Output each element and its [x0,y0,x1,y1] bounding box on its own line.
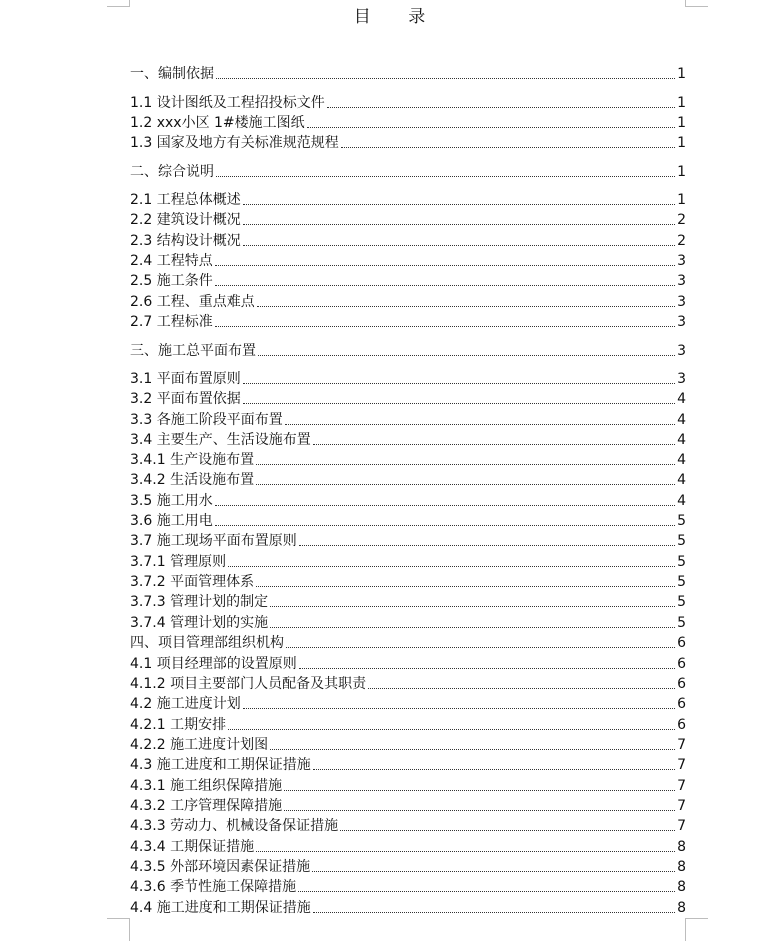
toc-entry-page-number: 8 [677,839,686,855]
toc-entry-page-number: 1 [677,66,686,82]
toc-entry-label: 1.1 设计图纸及工程招投标文件 [130,95,325,111]
toc-entry[interactable] [130,62,686,82]
toc-entry-label: 2.5 施工条件 [130,273,213,289]
toc-dot-leader [312,870,675,872]
toc-entry[interactable] [130,489,686,509]
toc-entry-label: 3.7.1 管理原则 [130,554,227,570]
toc-entry[interactable] [130,855,686,875]
toc-entry-label: 三、施工总平面布置 [130,343,256,359]
toc-dot-leader [216,77,675,79]
toc-entry-page-number: 7 [677,757,686,773]
toc-entry-label: 2.3 结构设计概况 [130,233,241,249]
toc-entry[interactable] [130,208,686,228]
toc-entry[interactable] [130,408,686,428]
toc-dot-leader [243,203,675,205]
toc-entry[interactable] [130,875,686,895]
toc-entry-page-number: 8 [677,859,686,875]
toc-entry-page-number: 4 [677,432,686,448]
toc-dot-leader [313,768,675,770]
toc-entry[interactable] [130,448,686,468]
toc-dot-leader [341,146,675,148]
toc-dot-leader [284,789,675,791]
toc-entry[interactable] [130,111,686,131]
toc-entry-page-number: 4 [677,472,686,488]
toc-dot-leader [258,354,675,356]
toc-entry-page-number: 3 [677,314,686,330]
toc-entry-page-number: 7 [677,778,686,794]
toc-entry-page-number: 5 [677,615,686,631]
toc-entry-label: 4.1.2 项目主要部门人员配备及其职责 [130,676,367,692]
toc-entry-label: 4.2.1 工期安排 [130,717,227,733]
toc-entry[interactable] [130,131,686,151]
toc-entry[interactable] [130,550,686,570]
toc-dot-leader [215,504,675,506]
toc-entry-label: 3.7.4 管理计划的实施 [130,615,269,631]
toc-entry[interactable] [130,290,686,310]
toc-entry[interactable] [130,269,686,289]
toc-entry-label: 4.3.5 外部环境因素保证措施 [130,859,311,875]
toc-dot-leader [313,911,675,913]
toc-dot-leader [307,126,675,128]
toc-entry-page-number: 3 [677,371,686,387]
toc-entry-label: 4.3.4 工期保证措施 [130,839,255,855]
toc-entry-label: 3.7 施工现场平面布置原则 [130,533,297,549]
toc-dot-leader [286,646,675,648]
toc-dot-leader [243,223,675,225]
toc-dot-leader [285,423,675,425]
toc-entry-label: 3.3 各施工阶段平面布置 [130,412,283,428]
toc-entry-page-number: 8 [677,879,686,895]
toc-entry-label: 4.2.2 施工进度计划图 [130,737,269,753]
toc-dot-leader [256,585,675,587]
toc-dot-leader [340,829,675,831]
toc-entry-page-number: 7 [677,818,686,834]
toc-dot-leader [228,565,675,567]
toc-entry-label: 4.3.1 施工组织保障措施 [130,778,283,794]
toc-entry[interactable] [130,753,686,773]
toc-entry[interactable] [130,631,686,651]
toc-entry[interactable] [130,590,686,610]
toc-entry-page-number: 4 [677,412,686,428]
toc-entry-label: 4.2 施工进度计划 [130,696,241,712]
toc-entry[interactable] [130,570,686,590]
toc-dot-leader [299,544,675,546]
toc-entry-label: 3.4.2 生活设施布置 [130,472,255,488]
toc-entry-label: 3.2 平面布置依据 [130,391,241,407]
toc-entry-page-number: 4 [677,391,686,407]
toc-entry-label: 3.1 平面布置原则 [130,371,241,387]
toc-entry[interactable] [130,692,686,712]
toc-dot-leader [299,667,675,669]
toc-dot-leader [243,707,675,709]
toc-entry[interactable] [130,611,686,631]
toc-dot-leader [228,728,675,730]
toc-dot-leader [243,382,675,384]
toc-dot-leader [368,687,675,689]
toc-entry[interactable] [130,774,686,794]
toc-dot-leader [257,305,675,307]
toc-entry-page-number: 2 [677,233,686,249]
toc-entry-page-number: 6 [677,635,686,651]
toc-entry[interactable] [130,249,686,269]
toc-dot-leader [327,106,675,108]
toc-dot-leader [215,264,675,266]
toc-dot-leader [313,443,675,445]
toc-dot-leader [256,463,675,465]
toc-entry-label: 3.7.2 平面管理体系 [130,574,255,590]
toc-entry-page-number: 1 [677,192,686,208]
toc-dot-leader [243,402,675,404]
toc-entry-label: 2.2 建筑设计概况 [130,212,241,228]
toc-entry[interactable] [130,367,686,387]
toc-entry[interactable] [130,896,686,916]
toc-entry-label: 4.3.2 工序管理保障措施 [130,798,283,814]
toc-entry-label: 4.3.6 季节性施工保障措施 [130,879,297,895]
toc-title: 目 录 [353,7,442,27]
toc-entry-page-number: 4 [677,452,686,468]
toc-entry-page-number: 3 [677,343,686,359]
toc-entry[interactable] [130,188,686,208]
toc-entry-page-number: 5 [677,554,686,570]
toc-entry[interactable] [130,160,686,180]
toc-entry[interactable] [130,835,686,855]
toc-dot-leader [270,626,675,628]
toc-entry-page-number: 6 [677,717,686,733]
toc-entry-page-number: 8 [677,900,686,916]
toc-entry-label: 4.4 施工进度和工期保证措施 [130,900,311,916]
toc-entry[interactable] [130,310,686,330]
toc-entry-page-number: 1 [677,164,686,180]
toc-entry-label: 3.6 施工用电 [130,513,213,529]
toc-dot-leader [270,605,675,607]
toc-entry-label: 二、综合说明 [130,164,214,180]
toc-dot-leader [270,748,675,750]
toc-entry-label: 1.3 国家及地方有关标准规范规程 [130,135,339,151]
toc-dot-leader [215,524,675,526]
toc-entry[interactable] [130,339,686,359]
toc-entry[interactable] [130,713,686,733]
toc-entry[interactable] [130,794,686,814]
toc-dot-leader [256,850,675,852]
toc-entry-page-number: 1 [677,135,686,151]
toc-entry-page-number: 3 [677,294,686,310]
toc-entry-page-number: 6 [677,676,686,692]
toc-entry-label: 4.3.3 劳动力、机械设备保证措施 [130,818,339,834]
toc-entry[interactable] [130,672,686,692]
toc-entry-page-number: 1 [677,95,686,111]
toc-entry[interactable] [130,91,686,111]
toc-dot-leader [256,483,675,485]
page-corner-mark-bottom-left [107,918,130,941]
toc-entry[interactable] [130,529,686,549]
toc-entry-label: 2.7 工程标准 [130,314,213,330]
toc-entry-label: 四、项目管理部组织机构 [130,635,284,651]
toc-entry-label: 3.5 施工用水 [130,493,213,509]
toc-entry-label: 一、编制依据 [130,66,214,82]
page-corner-mark-bottom-right [685,918,708,941]
toc-entry-page-number: 2 [677,212,686,228]
toc-entry[interactable] [130,229,686,249]
toc-entry-label: 4.3 施工进度和工期保证措施 [130,757,311,773]
toc-entry-label: 1.2 xxx小区 1#楼施工图纸 [130,115,305,131]
toc-entry[interactable] [130,733,686,753]
toc-dot-leader [215,325,675,327]
toc-entry[interactable] [130,509,686,529]
toc-entry-page-number: 5 [677,513,686,529]
toc-dot-leader [243,244,675,246]
toc-entry-page-number: 3 [677,253,686,269]
toc-entry-page-number: 3 [677,273,686,289]
toc-entry-page-number: 6 [677,656,686,672]
toc-entry[interactable] [130,387,686,407]
toc-entry-label: 3.7.3 管理计划的制定 [130,594,269,610]
toc-entry-label: 2.1 工程总体概述 [130,192,241,208]
toc-entry-page-number: 6 [677,696,686,712]
toc-entry-page-number: 1 [677,115,686,131]
toc-entry-page-number: 5 [677,594,686,610]
toc-entry[interactable] [130,428,686,448]
toc-entry-page-number: 4 [677,493,686,509]
toc-entry[interactable] [130,652,686,672]
toc-dot-leader [284,809,675,811]
toc-entry[interactable] [130,814,686,834]
toc-entry-label: 3.4.1 生产设施布置 [130,452,255,468]
toc-dot-leader [298,890,675,892]
toc-entry-page-number: 7 [677,737,686,753]
toc-entry[interactable] [130,468,686,488]
toc-entry-page-number: 5 [677,574,686,590]
toc-entry-label: 3.4 主要生产、生活设施布置 [130,432,311,448]
toc-entry-label: 2.4 工程特点 [130,253,213,269]
toc-dot-leader [216,175,675,177]
toc-dot-leader [215,284,675,286]
toc-entry-page-number: 7 [677,798,686,814]
toc-entry-label: 2.6 工程、重点难点 [130,294,255,310]
toc-entry-page-number: 5 [677,533,686,549]
toc-entry-label: 4.1 项目经理部的设置原则 [130,656,297,672]
